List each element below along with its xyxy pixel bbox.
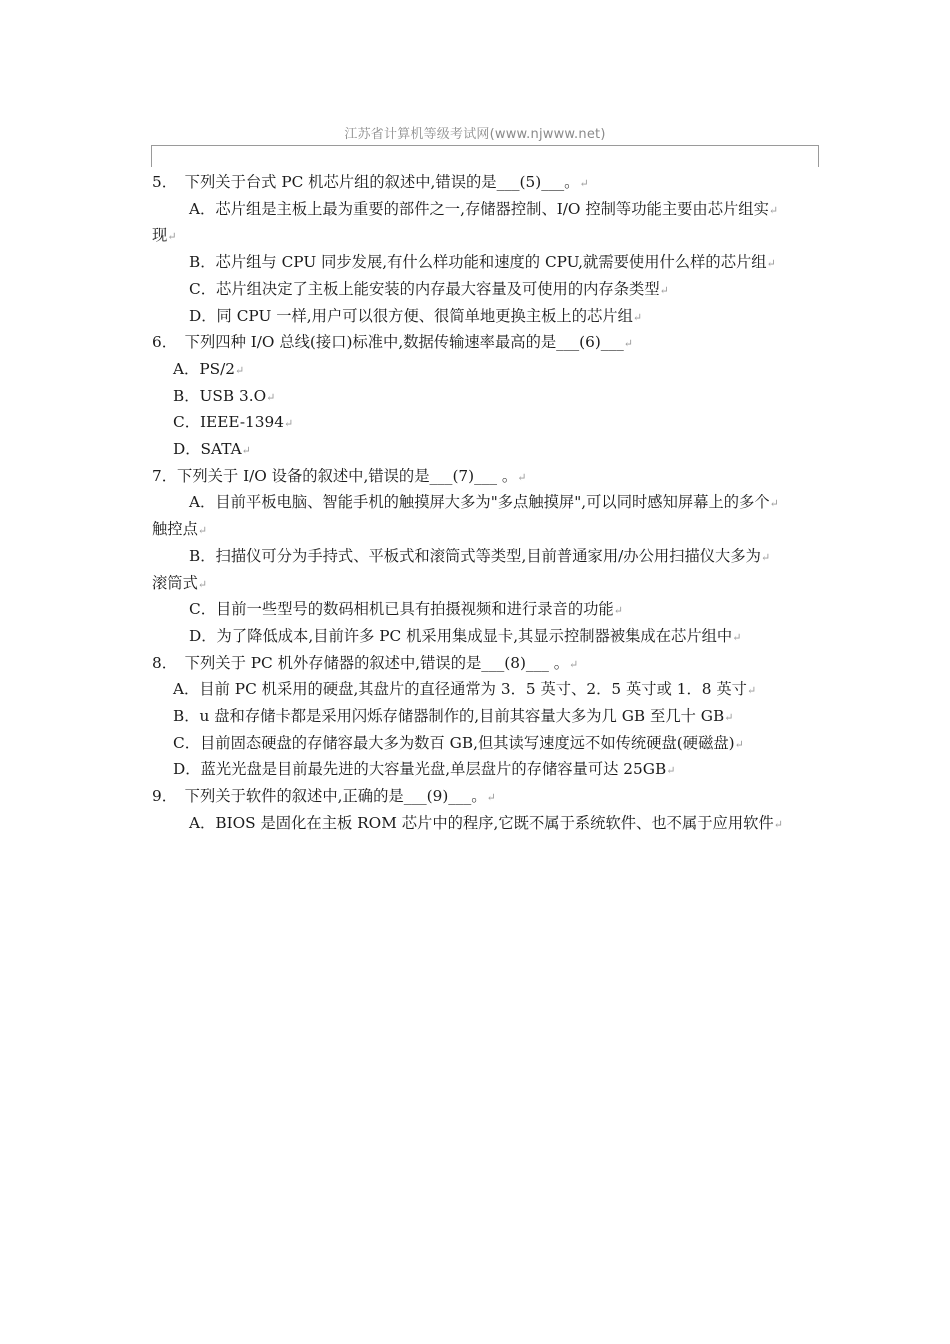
line-text: C．IEEE-1394: [173, 413, 284, 432]
paragraph-mark-icon: ↵: [760, 550, 771, 564]
document-line: [152, 517, 828, 544]
document-line: [152, 651, 828, 678]
line-text: 现: [152, 226, 168, 245]
document-line: [152, 597, 828, 624]
header-rule: [151, 145, 819, 146]
document-body: [152, 170, 828, 838]
document-line: [152, 410, 828, 437]
line-text: A．BIOS 是固化在主板 ROM 芯片中的程序,它既不属于系统软件、也不属于应用软件: [189, 813, 774, 832]
line-text: A．目前平板电脑、智能手机的触摸屏大多为"多点触摸屏",可以同时感知屏幕上的多个: [189, 493, 770, 512]
paragraph-mark-icon: ↵: [623, 337, 633, 351]
paragraph-mark-icon: ↵: [517, 470, 527, 484]
line-text: 9． 下列关于软件的叙述中,正确的是___(9)___。: [152, 787, 487, 806]
line-text: 6． 下列四种 I/O 总线(接口)标准中,数据传输速率最高的是___(6)___: [152, 333, 624, 352]
document-line: [152, 330, 828, 357]
line-text: D．同 CPU 一样,用户可以很方便、很简单地更换主板上的芯片组: [189, 306, 633, 325]
paragraph-mark-icon: ↵: [579, 177, 589, 190]
document-line: [152, 357, 828, 384]
paragraph-mark-icon: ↵: [197, 577, 208, 591]
line-text: 7．下列关于 I/O 设备的叙述中,错误的是___(7)___ 。: [152, 466, 518, 485]
margin-corner-left: [151, 145, 152, 167]
paragraph-mark-icon: ↵: [167, 230, 177, 244]
document-line: [152, 544, 828, 571]
margin-corner-right: [818, 145, 819, 167]
paragraph-mark-icon: ↵: [613, 604, 623, 618]
paragraph-mark-icon: ↵: [659, 283, 669, 297]
paragraph-mark-icon: ↵: [486, 791, 496, 805]
line-text: A．PS/2: [173, 359, 236, 378]
paragraph-mark-icon: ↵: [768, 203, 779, 217]
document-line: [152, 277, 828, 304]
document-line: [152, 704, 828, 731]
paragraph-mark-icon: ↵: [266, 390, 276, 404]
document-line: [152, 170, 828, 197]
paragraph-mark-icon: ↵: [766, 257, 776, 271]
line-text: A．目前 PC 机采用的硬盘,其盘片的直径通常为 3．5 英寸、2．5 英寸或 1．8 英寸: [173, 680, 747, 699]
paragraph-mark-icon: ↵: [569, 657, 579, 671]
document-line: [152, 437, 828, 464]
document-line: [152, 490, 828, 517]
document-line: [152, 464, 828, 491]
paragraph-mark-icon: ↵: [283, 417, 294, 431]
paragraph-mark-icon: ↵: [746, 684, 757, 698]
document-line: [152, 624, 828, 651]
paragraph-mark-icon: ↵: [241, 444, 251, 458]
line-text: B．u 盘和存储卡都是采用闪烁存储器制作的,目前其容量大多为几 GB 至几十 GB: [173, 707, 725, 726]
line-text: B．扫描仪可分为手持式、平板式和滚筒式等类型,目前普通家用/办公用扫描仪大多为: [189, 546, 761, 565]
line-text: B．芯片组与 CPU 同步发展,有什么样功能和速度的 CPU,就需要使用什么样的芯片组: [189, 253, 767, 272]
paragraph-mark-icon: ↵: [773, 817, 783, 831]
paragraph-mark-icon: ↵: [724, 711, 734, 725]
line-text: D．SATA: [173, 440, 242, 459]
line-text: D．为了降低成本,目前许多 PC 机采用集成显卡,其显示控制器被集成在芯片组中: [189, 626, 733, 645]
line-text: 滚筒式: [152, 573, 198, 592]
document-line: [152, 384, 828, 411]
line-text: 触控点: [152, 520, 198, 539]
document-line: [152, 811, 828, 838]
line-text: B．USB 3.O: [173, 386, 267, 405]
line-text: D．蓝光光盘是目前最先进的大容量光盘,单层盘片的存储容量可达 25GB: [173, 760, 667, 779]
document-line: [152, 571, 828, 598]
paragraph-mark-icon: ↵: [732, 630, 742, 644]
document-line: [152, 250, 828, 277]
paragraph-mark-icon: ↵: [197, 524, 208, 538]
document-line: [152, 677, 828, 704]
document-line: [152, 731, 828, 758]
paragraph-mark-icon: ↵: [235, 363, 245, 377]
paragraph-mark-icon: ↵: [734, 737, 744, 751]
line-text: 5． 下列关于台式 PC 机芯片组的叙述中,错误的是___(5)___。: [152, 173, 580, 191]
document-line: [152, 784, 828, 811]
line-text: A．芯片组是主板上最为重要的部件之一,存储器控制、I/O 控制等功能主要由芯片组实: [189, 199, 769, 218]
paragraph-mark-icon: ↵: [632, 310, 643, 324]
page-header: 江苏省计算机等级考试网(www.njwww.net): [344, 127, 606, 142]
document-line: [152, 197, 828, 224]
line-text: C．目前一些型号的数码相机已具有拍摄视频和进行录音的功能: [189, 600, 614, 619]
document-line: [152, 223, 828, 250]
line-text: 8． 下列关于 PC 机外存储器的叙述中,错误的是___(8)___ 。: [152, 653, 570, 672]
paragraph-mark-icon: ↵: [769, 497, 779, 511]
paragraph-mark-icon: ↵: [666, 764, 676, 778]
document-line: [152, 757, 828, 784]
line-text: C．芯片组决定了主板上能安装的内存最大容量及可使用的内存条类型: [189, 279, 660, 298]
line-text: C．目前固态硬盘的存储容最大多为数百 GB,但其读写速度远不如传统硬盘(硬磁盘): [173, 733, 735, 752]
document-line: [152, 304, 828, 331]
